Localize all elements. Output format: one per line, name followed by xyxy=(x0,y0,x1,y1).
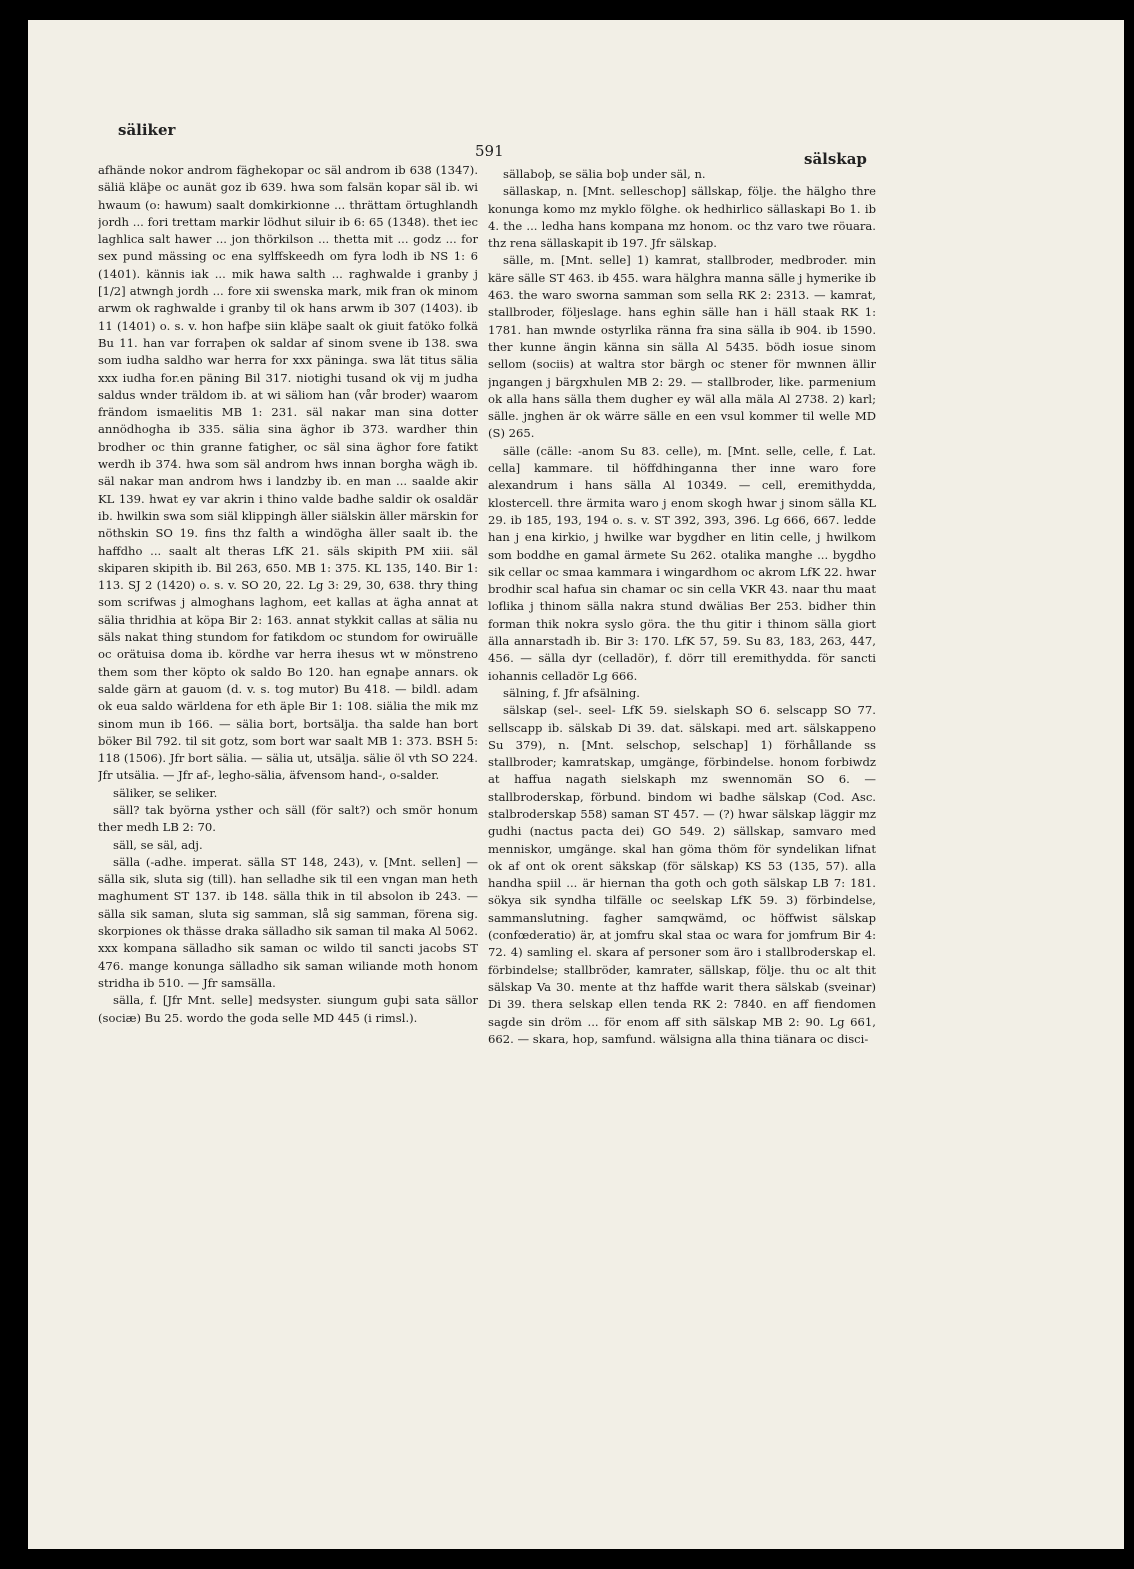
page-number: 591 xyxy=(475,142,504,160)
entry-sall-query: säll? tak byörna ysther och säll (för salt?) och smör honum ther medh LB 2: 70. xyxy=(98,802,478,835)
left-column xyxy=(98,162,478,1542)
entry-salning: sälning, f. Jfr afsälning. xyxy=(503,685,640,700)
right-column xyxy=(488,166,876,1546)
dictionary-page xyxy=(28,20,1124,1549)
entry-saliker: säliker, se seliker. xyxy=(113,785,218,800)
entry-sallaskap: sällaskap, n. [Mnt. selleschop] sällskap, följe. the hälgho thre konunga komo mz myklo fölghe. ok hedhirlico sällaskapi Bo 1. ib 4. the ... ledha hans kompana mz honom. oc thz varo twe röuara. thz rena sällaskapit ib 197. Jfr sälskap. xyxy=(488,184,876,251)
running-head-left: säliker xyxy=(118,121,176,139)
entry-salla-noun: sälla, f. [Jfr Mnt. selle] medsyster. siungum guþi sata sällor (sociæ) Bu 25. wordo the goda selle MD 445 (i rimsl.). xyxy=(98,993,478,1025)
entry-sall: säll, se säl, adj. xyxy=(113,837,203,852)
entry-salia-continued: afhände nokor androm fäghekopar oc säl androm ib 638 (1347). säliä kläþe oc aunät goz ib 639. hwa som falsän kopar säl ib. wi hwaum (o: hawum) saalt domkirkionne ... thrättam örtughlandh jordh ... fori trettam markir lödhut siluir ib 6: 65 (1348). thet iec laghlica salt hawer ... jon thörkilson ... thetta mit ... godz ... for sex pund mässing oc ena sylffskeedh om fyra lodh ib NS 1: 6 (1401). kännis iak ... mik hawa salth ... raghwalde i granby j [1/2] atwngh jordh ... fore xii swenska mark, mik fran ok minom arwm ok raghwalde i granby til ok hans arwm ib 307 (1403). ib 11 (1401) o. s. v. hon hafþe siin kläþe saalt ok giuit fatöko folkä Bu 11. han var forraþen ok saldar af sinom svene ib 138. swa som iudha saldho war herra for xxx päninga. swa lät titus sälia xxx iudha for.en päning Bil 317. niotighi tusand ok vij m judha saldus wnder träldom ib. at wi säliom han (vår broder) waarom frändom ismaelitis MB 1: 231. säl nakar man sina dotter annödhogha ib 335. sälia sina äghor ib 373. wardher thin brodher oc thin granne fatigher, oc säl sina äghor fore fatikt werdh ib 374. hwa som säl androm hws innan borgha wägh ib. säl nakar man androm hws i landzby ib. en man ... saalde akir KL 139. hwat ey var akrin i thino valde badhe saldir ok osaldär ib. hwilkin swa som siäl klippingh äller siälskin äller märskin for nöthskin SO 19. fins thz falth a windögha äller saalt ib. the haffdho ... saalt alt theras LfK 21. säls skipith PM xiii. säl skiparen skipith ib. Bil 263, 650. MB 1: 375. KL 135, 140. Bir 1: 113. SJ 2 (1420) o. s. v. SO 20, 22. Lg 3: 29, 30, 638. thry thing som scrifwas j almoghans laghom, eet kallas at ägha annat at sälia thridhia at köpa Bir 2: 163. annat stykkit callas at sälia nu säls nakat thing stundom for fatikdom oc stundom for owiruälle oc orätuisa doma ib. kördhe var herra ihesus wt w mönstreno them som ther köpto ok saldo Bo 120. han egnaþe annars. ok salde gärn at gauom (d. v. s. tog mutor) Bu 418. — bildl. adam ok eua saldo wärldena for eth äple Bir 1: 108. siälia the mik mz sinom mun ib 166. — sälia bort, bortsälja. tha salde han bort böker Bil 792. til sit gotz, som bort war saalt MB 1: 373. BSH 5: 118 (1506). Jfr bort sälia. — sälia ut, utsälja. sälie öl vth SO 224. Jfr utsälia. — Jfr af-, legho-sälia, äfvensom hand-, o-salder. xyxy=(98,163,478,783)
entry-salle-cell: sälle (cälle: -anom Su 83. celle), m. [Mnt. selle, celle, f. Lat. cella] kammare. til höffdhinganna ther inne waro fore alexandrum i hans sälla Al 10349. — cell, eremithydda, klostercell. thre ärmita waro j enom skogh hwar j sinom sälla KL 29. ib 185, 193, 194 o. s. v. ST 392, 393, 396. Lg 666, 667. ledde han j ena kirkio, j hwilke war bygdher en litin celle, j hwilkom som boddhe en gamal ärmete Su 262. otalika manghe ... bygdho sik cellar oc smaa kammara i wingardhom oc akrom LfK 22. hwar brodhir scal hafua sin chamar oc sin cella VKR 43. naar thu maat loflika j thinom sälla nakra stund dwälias Ber 253. bidher thin forman thik nokra syslo göra. the thu gitir i thinom sälla giort älla annarstadh ib. Bir 3: 170. LfK 57, 59. Su 83, 183, 263, 447, 456. — sälla dyr (celladör), f. dörr till eremithydda. för sancti iohannis celladör Lg 666. xyxy=(488,443,876,683)
running-head-right: sälskap xyxy=(804,150,867,168)
entry-sallabop: sällaboþ, se sälia boþ under säl, n. xyxy=(503,167,706,181)
entry-salskap: sälskap (sel-. seel- LfK 59. sielskaph SO 6. selscapp SO 77. sellscapp ib. sälskab Di 39. dat. sälskapi. med art. sälskappeno Su 379), n. [Mnt. selschop, selschap] 1) förhållande ss stallbroder; kamratskap, umgänge, förbindelse. honom forbiwdz at haffua nagath sielskaph mz swennomän SO 6. — stallbroderskap, förbund. bindom wi badhe sälskap (Cod. Asc. stalbroderskap 558) saman ST 457. — (?) hwar sälskap läggir mz gudhi (nactus pacta dei) GO 549. 2) sällskap, samvaro med menniskor, umgänge. skal han göma thöm för syndelikan lifnat ok af ont ok orent säkskap (för sälskap) KS 53 (135, 57). alla handha spiil ... är hiernan tha goth och goth sälskap LB 7: 181. sökya sik syndha tilfälle oc seelskap LfK 59. 3) förbindelse, sammanslutning. fagher samqwämd, oc höffwist sälskap (confœderatio) är, at jomfru skal staa oc wara for jomfrum Bir 4: 72. 4) samling el. skara af personer som äro i stallbroderskap el. förbindelse; stallbröder, kamrater, sällskap, följe. thu oc alt thit sälskap Va 30. mente at thz haffde warit thera sälskab (sveinar) Di 39. thera selskap ellen tenda RK 2: 7840. en aff fiendomen sagde sin dröm ... för enom aff sith sälskap MB 2: 90. Lg 661, 662. — skara, hop, samfund. wälsigna alla thina tiänara oc disci- xyxy=(488,703,876,1046)
entry-salla-verb: sälla (-adhe. imperat. sälla ST 148, 243), v. [Mnt. sellen] — sälla sik, sluta sig (till). han selladhe sik til een vngan man heth maghument ST 137. ib 148. sälla thik in til absolon ib 243. — sälla sik saman, sluta sig samman, slå sig samman, förena sig. skorpiones ok thässe draka sälladho sik saman til maka Al 5062. xxx kompana sälladho sik saman oc wildo til sancti jacobs ST 476. mange konunga sälladho sik saman wiliande moth honom stridha ib 510. — Jfr samsälla. xyxy=(98,854,478,990)
entry-salle-kamrat: sälle, m. [Mnt. selle] 1) kamrat, stallbroder, medbroder. min käre sälle ST 463. ib 455. wara hälghra manna sälle j hymerike ib 463. the waro sworna samman som sella RK 2: 2313. — kamrat, stallbroder, följeslage. hans eghin sälle han i häll staak RK 1: 1781. han mwnde ostyrlika ränna fra sina sälla ib 904. ib 1590. ther kunne ängin känna sin sälla Al 5435. bödh iosue sinom sellom (sociis) at waltra stor bärgh oc stener för mwnnen ällir jngangen j bärgxhulen MB 2: 29. — stallbroder, like. parmenium ok alla hans sälla them dugher ey wäl alla mäla Al 2738. 2) karl; sälle. jnghen är ok wärre sälle en een vsul kommer til welle MD (S) 265. xyxy=(488,253,876,441)
